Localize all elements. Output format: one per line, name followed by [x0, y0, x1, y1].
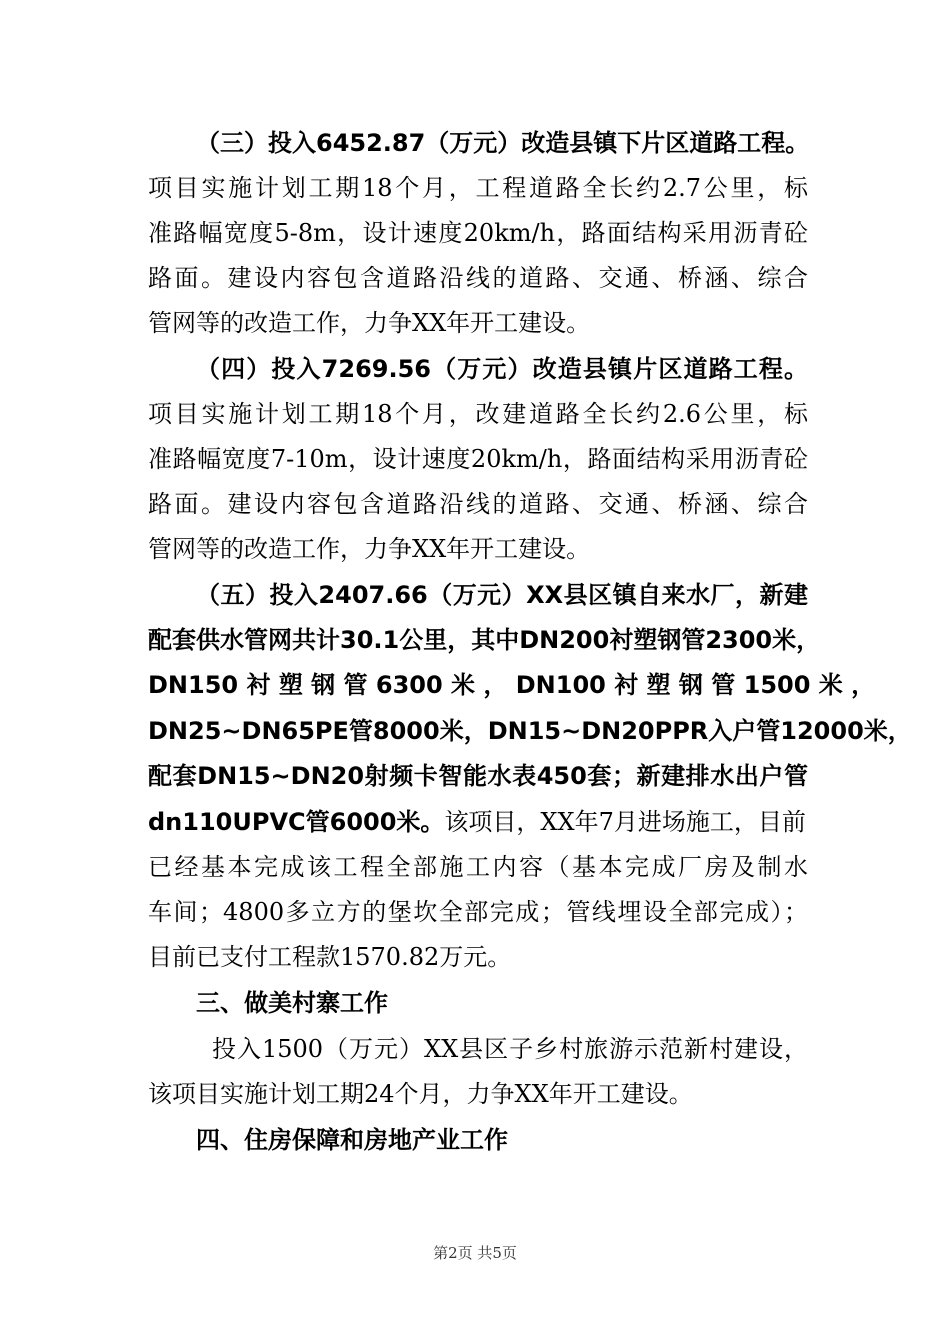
paragraph-line-bold: 配套供水管网共计30.1公里，其中DN200衬塑钢管2300米，	[148, 626, 821, 654]
paragraph-line: 车间；4800多立方的堡坎全部完成；管线埋设全部完成）；	[148, 898, 808, 926]
paragraph-line: 该项目实施计划工期24个月，力争XX年开工建设。	[148, 1080, 693, 1108]
paragraph-line: 管网等的改造工作，力争XX年开工建设。	[148, 309, 591, 337]
paragraph-line-bold: 配套DN15~DN20射频卡智能水表450套；新建排水出户管	[148, 762, 808, 790]
paragraph-line: 准路幅宽度7-10m，设计速度20km/h，路面结构采用沥青砼	[148, 445, 808, 473]
paragraph-line: 目前已支付工程款1570.82万元。	[148, 943, 512, 971]
page-footer: 第2页 共5页	[433, 1244, 517, 1262]
paragraph-line: 管网等的改造工作，力争XX年开工建设。	[148, 535, 591, 563]
paragraph-line-bold: DN150 衬 塑 钢 管 6300 米 ， DN100 衬 塑 钢 管 1500 米 ，	[148, 671, 876, 699]
paragraph-fragment: 该项目，XX年7月进场施工，目前	[444, 808, 806, 836]
paragraph-line: 路面。建设内容包含道路沿线的道路、交通、桥涵、综合	[148, 490, 808, 518]
section-heading-3: （三）投入6452.87（万元）改造县镇下片区道路工程。	[196, 129, 810, 157]
paragraph-line: 投入1500（万元）XX县区子乡村旅游示范新村建设，	[212, 1035, 808, 1063]
paragraph-line: 项目实施计划工期18个月，工程道路全长约2.7公里，标	[148, 174, 808, 202]
paragraph-line: 已经基本完成该工程全部施工内容（基本完成厂房及制水	[148, 853, 808, 881]
section-heading-5: （五）投入2407.66（万元）XX县区镇自来水厂，新建	[196, 581, 808, 609]
section-heading-4: （四）投入7269.56（万元）改造县镇片区道路工程。	[196, 355, 808, 383]
paragraph-line: 项目实施计划工期18个月，改建道路全长约2.6公里，标	[148, 400, 808, 428]
paragraph-line-mixed	[148, 805, 806, 839]
paragraph-line-bold: DN25~DN65PE管8000米，DN15~DN20PPR入户管12000米，	[148, 717, 912, 745]
section-heading-three: 三、做美村寨工作	[196, 989, 388, 1017]
section-heading-four: 四、住房保障和房地产业工作	[196, 1126, 508, 1154]
paragraph-line: 准路幅宽度5-8m，设计速度20km/h，路面结构采用沥青砼	[148, 219, 808, 247]
paragraph-line: 路面。建设内容包含道路沿线的道路、交通、桥涵、综合	[148, 264, 808, 292]
paragraph-fragment-bold: dn110UPVC管6000米。	[148, 808, 445, 836]
